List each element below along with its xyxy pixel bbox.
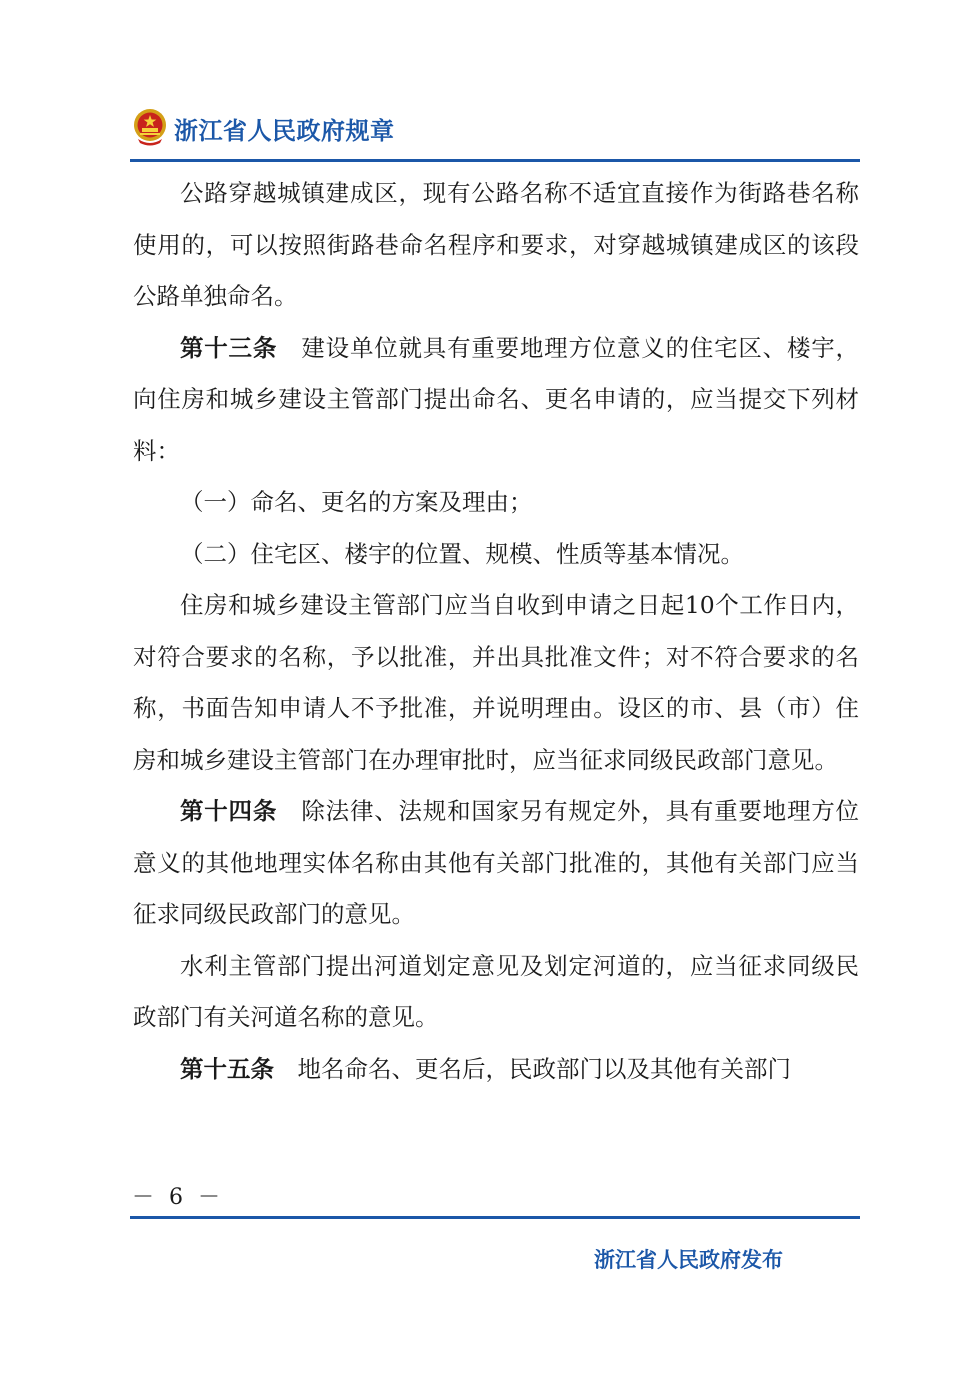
paragraph-text: （二）住宅区、楼宇的位置、规模、性质等基本情况。 <box>180 539 744 568</box>
article-heading: 第十四条 <box>180 797 278 825</box>
footer-publisher: 浙江省人民政府发布 <box>594 1248 783 1272</box>
page-number: － 6 － <box>132 1185 224 1210</box>
document-body <box>133 168 859 1095</box>
paragraph <box>133 168 859 323</box>
paragraph-text: 住房和城乡建设主管部门应当自收到申请之日起10个工作日内，对符合要求的名称，予以批准，并出具批准文件；对不符合要求的名称，书面告知申请人不予批准，并说明理由。设区的市、县（市）住房和城乡建设主管部门在办理审批时，应当征求同级民政部门意见。 <box>133 591 859 774</box>
paragraph-text: 公路穿越城镇建成区，现有公路名称不适宜直接作为街路巷名称使用的，可以按照街路巷命名程序和要求，对穿越城镇建成区的该段公路单独命名。 <box>133 179 859 310</box>
article-heading: 第十五条 <box>180 1054 274 1083</box>
paragraph <box>133 786 859 941</box>
paragraph-text: 除法律、法规和国家另有规定外，具有重要地理方位意义的其他地理实体名称由其他有关部门批准的，其他有关部门应当征求同级民政部门的意见。 <box>133 797 860 928</box>
header-divider <box>130 159 860 162</box>
paragraph <box>133 477 859 529</box>
paragraph <box>133 941 859 1044</box>
footer-divider <box>130 1216 860 1219</box>
paragraph <box>133 1044 859 1096</box>
article-heading: 第十三条 <box>180 333 278 362</box>
page-header <box>130 104 860 164</box>
paragraph <box>133 323 859 478</box>
paragraph-text: （一）命名、更名的方案及理由； <box>180 488 533 516</box>
header-title: 浙江省人民政府规章 <box>174 117 395 145</box>
paragraph <box>133 580 859 786</box>
national-emblem-icon <box>132 108 168 146</box>
paragraph-text: 地名命名、更名后，民政部门以及其他有关部门 <box>297 1054 791 1083</box>
paragraph-text: 建设单位就具有重要地理方位意义的住宅区、楼宇，向住房和城乡建设主管部门提出命名、更名申请的，应当提交下列材料： <box>133 333 860 465</box>
paragraph <box>133 529 859 581</box>
paragraph-text: 水利主管部门提出河道划定意见及划定河道的，应当征求同级民政部门有关河道名称的意见。 <box>133 951 859 1031</box>
